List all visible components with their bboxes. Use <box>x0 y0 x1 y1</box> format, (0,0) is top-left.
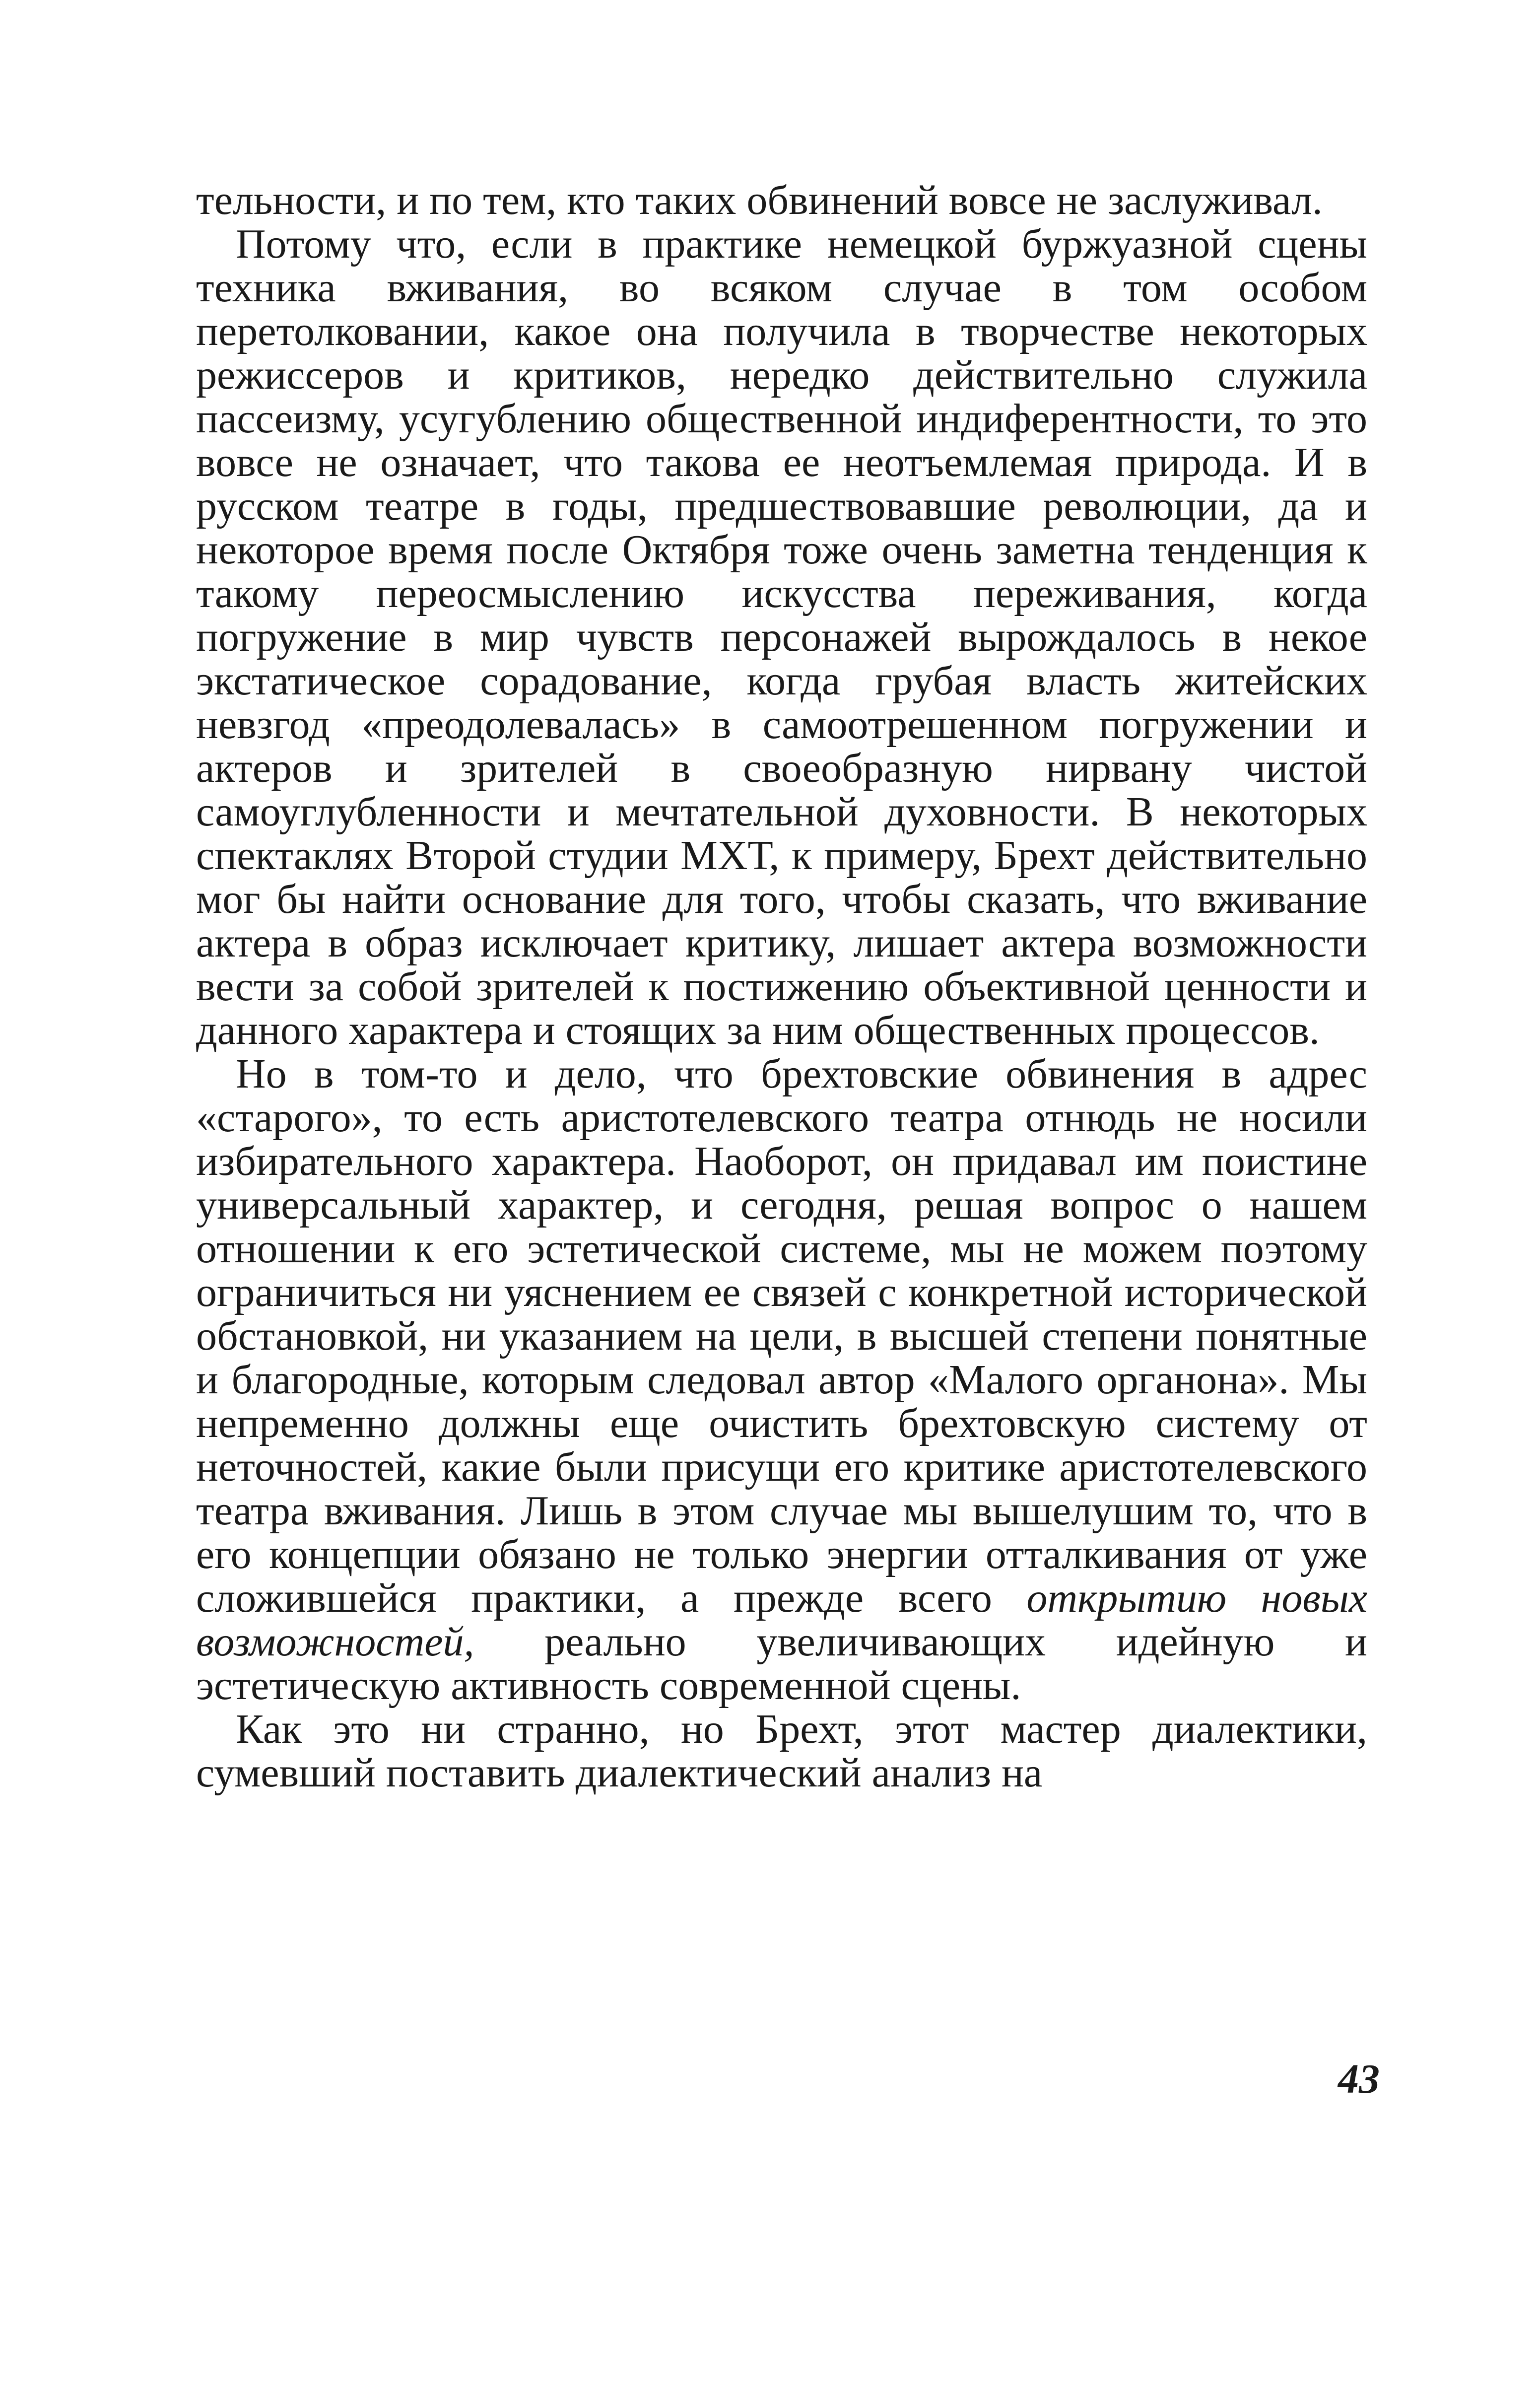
body-text <box>196 179 1367 1795</box>
paragraph-4: Как это ни странно, но Брехт, этот мастер диалектики, сумевший поставить диалектический анализ на <box>196 1706 1367 1796</box>
paragraph-3-text-after: реально увеличивающих идейную и эстетическую активность современной сцены. <box>196 1619 1367 1709</box>
paragraph-3 <box>196 1052 1367 1708</box>
paragraph-continuation: тельности, и по тем, кто таких обвинений вовсе не заслуживал. <box>196 177 1323 223</box>
paragraph-3-text-before: Но в том-то и дело, что брехтовские обвинения в адрес «старого», то есть аристотелевского театра отнюдь не носили избирательного характера. Наоборот, он придавал им поистине универсальный характер, и сегодня, решая вопрос о нашем отношении к его эстетической системе, мы не можем поэтому ограничиться ни уяснением ее связей с конкретной исторической обстановкой, ни указанием на цели, в высшей степени понятные и благородные, которым следовал автор «Малого органона». Мы непременно должны еще очистить брехтовскую систему от неточностей, какие были присущи его критике аристотелевского театра вживания. Лишь в этом случае мы вышелушим то, что в его концепции обязано не только энергии отталкивания от уже сложившейся практики, а прежде всего <box>196 1051 1367 1621</box>
page-number: 43 <box>1338 2056 1380 2102</box>
paragraph-3-emphasis: открытию новых возможностей, <box>196 1575 1367 1665</box>
paragraph-2: Потому что, если в практике немецкой буржуазной сцены техника вживания, во всяком случае в том особом перетолковании, какое она получила в творчестве некоторых режиссеров и критиков, нередко действительно служила пассеизму, усугублению общественной индиферентности, то это вовсе не означает, что такова ее неотъемлемая природа. И в русском театре в годы, предшествовавшие революции, да и некоторое время после Октября тоже очень заметна тенденция к такому переосмыслению искусства переживания, когда погружение в мир чувств персонажей вырождалось в некое экстатическое сорадование, когда грубая власть житейских невзгод «преодолевалась» в самоотрешенном погружении и актеров и зрителей в своеобразную нирвану чистой самоуглубленности и мечтательной духовности. В некоторых спектаклях Второй студии МХТ, к примеру, Брехт действительно мог бы найти основание для того, чтобы сказать, что вживание актера в образ исключает критику, лишает актера возможности вести за собой зрителей к постижению объективной ценности и данного характера и стоящих за ним общественных процессов. <box>196 221 1367 1053</box>
